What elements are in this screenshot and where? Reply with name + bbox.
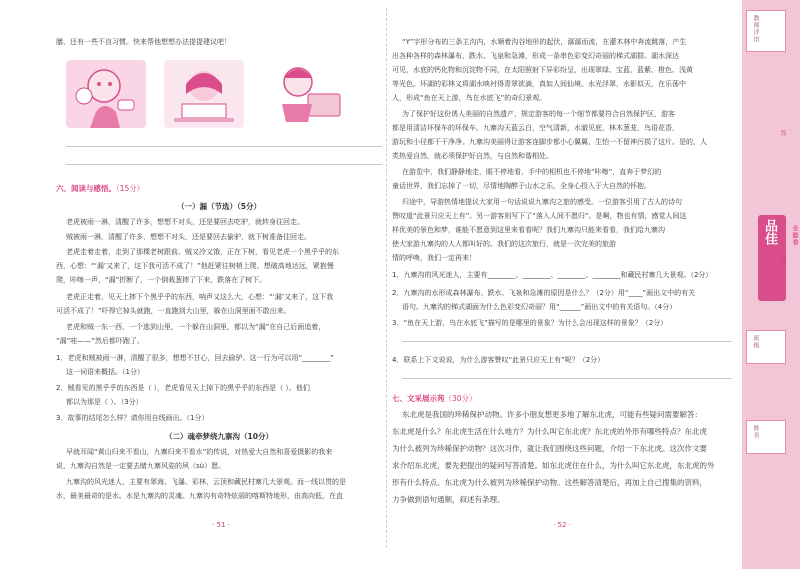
girl-reading-illustration <box>164 60 244 128</box>
brand-subtitle: 全能卷 <box>791 225 798 246</box>
passage-line: “Y”字形分布的三条主沟内，水顺着沟谷地形的起伏，潺潺而流，在灌木林中奔流跳落，产生 <box>402 38 687 46</box>
section-title: 六、阅读与感悟。 <box>56 184 116 193</box>
passage-line: 使大家游九寨沟的人人都叫好的。我们的这次旅行，就是一次完美的旅游 <box>392 240 616 248</box>
passage-line: 老虎正走着，见天上摔下个黑乎乎的东西，响声又这么大，心想：“‘漏’又来了，这下我 <box>66 293 334 301</box>
section-score: （30分） <box>444 394 477 403</box>
passage-title: （二）魂牵梦绕九寨沟（10分） <box>165 432 273 441</box>
passage-line: 可见，水底的钙化物和沉淀物不同，在太阳照射下异彩纷呈，出现翠绿、宝蓝、蓝紫、橙色、浅黄 <box>392 66 693 74</box>
question-3: 3．故事的结尾怎么样？请你用自线画出。（1分） <box>56 414 209 422</box>
intro-line: 膳、还有一些不良习惯。快来帮他想想办法提提建议吧！ <box>56 38 231 46</box>
name-label: 姓名 <box>752 425 759 439</box>
passage-line: 九寨沟的风光迷人，主要有翠海、飞瀑、彩林、云顶和藏民村寨几大景观。而一线以贯的是 <box>66 478 346 486</box>
answer-line[interactable] <box>402 341 732 342</box>
section-score: （15分） <box>116 184 145 193</box>
page-divider <box>386 8 387 548</box>
question-3: 3．“鱼在天上游，鸟在水底飞”描写的是哪里的景象？为什么会出现这样的景象？（2分） <box>392 319 668 327</box>
boy-eating-illustration <box>66 60 146 128</box>
teacher-comment-box[interactable] <box>746 10 786 52</box>
passage-line: 为了保护好这份诱人美丽的自然遗产，规定游客的每一个细节都要符合自然保护区，游客 <box>402 110 675 118</box>
passage-line: 老虎被雨一淋，清醒了许多，想想不对头，还是要回去吃驴，就转身往回走。 <box>66 218 304 226</box>
page-number: · 52 · <box>553 521 571 529</box>
passage-line: 人，形成“鱼在天上游，鸟在水底飞”的奇幻景观。 <box>392 94 547 102</box>
passage-line: 样优美的景色和梦，谁能不愿意到这里来看看呢？我们九寨沟只能来看看，我们给九寨沟 <box>392 226 665 234</box>
essay-line: 力争做到语句通顺，叙述有条理。 <box>392 495 505 504</box>
question-4: 4．联系上下文说说，为什么游客赞叹“此景只应天上有”呢？（2分） <box>392 356 605 364</box>
class-label: 班级 <box>752 335 759 349</box>
answer-line[interactable] <box>402 378 732 379</box>
brand-text: 品佳 <box>762 219 777 245</box>
class-field[interactable] <box>746 330 786 364</box>
essay-line: 形有什么特点。东北虎为什么被列为珍稀保护动物。这些解答清楚后，再加上自己搜集的资料， <box>392 478 707 487</box>
passage-line: 贼被雨一淋，清醒了许多，想想不对头，还是要回去偷驴，就下树准备往回走。 <box>66 233 311 241</box>
question-1: 1．老虎和贼被雨一淋，清醒了很多，想想不甘心，回去偷驴。这一行为可以用“________” <box>56 354 334 362</box>
question-2: 2．九寨沟的水形成森林瀑布、跌水、飞泉和急滩的原因是什么？（2分）用“____”画出文中的有关 <box>392 289 696 297</box>
passage-line: 童话世界，我们忘掉了一切，尽情地陶醉于山水之乐，全身心投入于大自然的怀抱。 <box>392 182 651 190</box>
teacher-comment-label: 教师评语 <box>752 15 759 43</box>
passage-line: 西，心想：“‘漏’又来了，这下我可活不成了！”他赶紧往树梢上爬，想破高地达远，紧抱慢 <box>56 262 334 270</box>
passage-line: 说，九寨沟自然是一定要去睹九寨风姿的夙（sù）愿。 <box>56 462 226 470</box>
section-six-heading <box>56 183 144 194</box>
passage-line: 游玩和小径都干干净净。九寨沟美丽得让游客连脚步都小心翼翼，生怕一不留神污损了这片。是的，人 <box>392 138 707 146</box>
question-1-cont: 这一词语来概括。（1分） <box>66 368 144 376</box>
section-seven-heading <box>392 393 477 404</box>
page-number: · 51 · <box>212 521 230 529</box>
fold-mark: 答 <box>779 130 786 136</box>
passage-line: 情的呼唤，我们一定再来！ <box>392 254 476 262</box>
essay-line: 为什么被列为珍稀保护动物？这次习作，就让我们围绕这些问题，介绍一下东北虎。这次作文要 <box>392 444 707 453</box>
passage-line: 赞叹道“此景只应天上有”。另一游客则写下了“落入人间不愿归”。是啊，物也有情，感觉人间这 <box>392 212 687 220</box>
passage-line: 等光色。坏湖的彩林又将湖水映衬得青翠欲滴，真如人间仙境。水光浮翠，水影似天，在乐荡中 <box>392 80 686 88</box>
passage-title: （一）漏（节选）（5分） <box>177 202 261 211</box>
essay-line: 东北虎是我国的珍稀保护动物。许多小朋友想更多地了解东北虎，可能有些疑问需要解答： <box>402 410 702 419</box>
question-2-cont: 都以为那是（ ）。（3分） <box>66 398 143 406</box>
passage-line: “漏”哇——”然后都吓跑了。 <box>56 337 144 345</box>
passage-line: 老虎走着走着，走到了那棵老树跟前。贼又冷又饿，正在下树，看见老虎一个黑乎乎的东 <box>66 248 339 256</box>
question-1: 1．九寨沟的风光迷人，主要有________、________、________、________和藏民村寨几大景观。（2分） <box>392 271 713 279</box>
left-page <box>0 0 388 569</box>
answer-line[interactable] <box>66 146 382 147</box>
passage-line: 早就耳闻“黄山归来不看山，九寨归来不看水”的传说，对热爱大自然和喜爱摄影的我来 <box>66 448 333 456</box>
passage-line: 归途中，导游热情地提议大家用一句话说说九寨沟之旅的感受。一位游客引用了古人的诗句 <box>402 198 682 206</box>
essay-line: 东北虎是什么？东北虎生活在什么地方？为什么叫它东北虎？东北虎的外形有哪些特点？东北虎 <box>392 427 707 436</box>
passage-line: 老虎和贼一东一西，一个逃到山里，一个躲在山洞里，都以为“漏”在自己后面追着， <box>66 323 326 331</box>
question-2-cont: 语句。九寨沟的梯式湖面为什么色彩变幻奇丽？用“______”画出文中的有关语句。（4分） <box>402 303 677 311</box>
passage-line: 类热爱自然，就必须保护好自然，与自然和谐相处。 <box>392 152 553 160</box>
passage-line: 出各种各样的森林瀑布、跌水、飞泉和急滩，形成一条串色彩变幻奇丽的梯式湖群。湖水深达 <box>392 52 679 60</box>
name-field[interactable] <box>746 420 786 454</box>
passage-line: 都是用清洁环保车的环保车。九寨沟天蓝云白，空气清新，水澈见底，林木葱茏，鸟语花香， <box>392 124 679 132</box>
right-page <box>392 0 740 569</box>
answer-line[interactable] <box>66 164 382 165</box>
essay-line: 求介绍东北虎，要先把提出的疑问写答清楚。如东北虎住在什么，为什么叫它东北虎，东北虎的外 <box>392 461 715 470</box>
boy-computer-illustration <box>268 60 358 128</box>
passage-line: 在游览中，我们静静地走，眼不停地看，手中的相机也不停地“咔嚓”，直奔于梦幻的 <box>402 168 662 176</box>
passage-line: 可活不成了！”吓得它掉头就跑，一直跑到大山里，躲在山洞里面不敢出来。 <box>56 307 291 315</box>
passage-line: 水，最美最奇的是水。水是九寨沟的灵魂。九寨沟有奇特炫丽的喀斯特地形，由高向低，在直 <box>56 492 343 500</box>
fold-mark: 答 <box>779 258 786 264</box>
passage-line: 爬，咔嚓一声，“漏”折断了，一个倒栽葱摔了下来，跌落在了树下。 <box>56 276 267 284</box>
section-title: 七、文采展示苑 <box>392 394 445 403</box>
question-2: 2．贼看见的黑乎乎的东西是（ ），老虎看见天上掉下的黑乎乎的东西是（ ）。他们 <box>56 384 310 392</box>
